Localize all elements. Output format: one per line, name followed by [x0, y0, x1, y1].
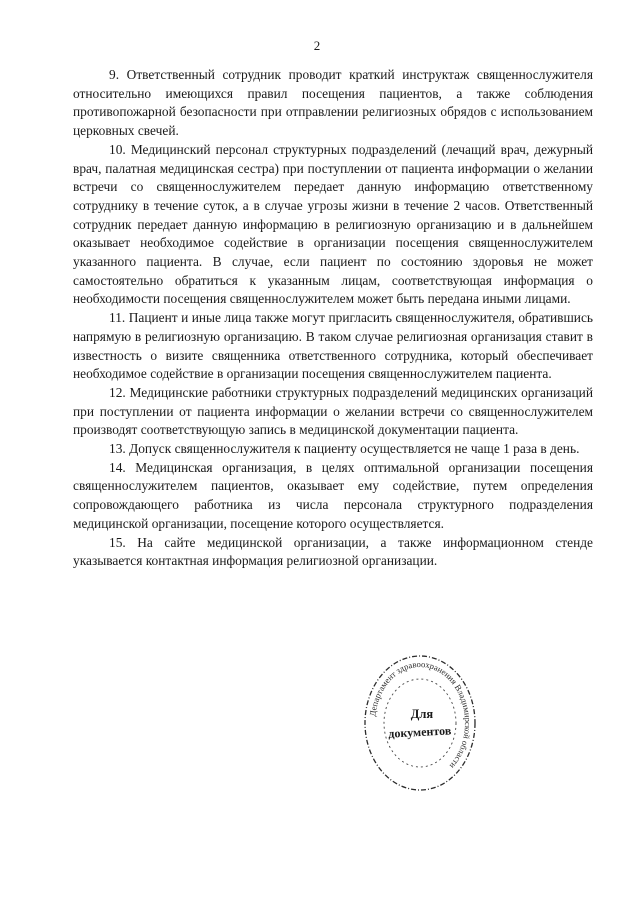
paragraph-12: 12. Медицинские работники структурных подразделений медицинских организаций при поступлении от пациента информации о желании встречи со священнослужителем производят соответствующую запись в медицинской документации пациента. [73, 384, 593, 438]
stamp-graphic [362, 652, 478, 794]
stamp-outer-ring [365, 656, 475, 790]
paragraph-14: 14. Медицинская организация, в целях оптимальной организации посещения священнослужителем пациентов, оказывает ему содействие, путем определения сопровождающего работника из числа персонала структурного подразделения медицинской организации, посещение которого осуществляется. [73, 459, 593, 531]
paragraph-9: 9. Ответственный сотрудник проводит краткий инструктаж священнослужителя относительно имеющихся правил посещения пациентов, а также соблюдения противопожарной безопасности при отправлении религиозных обрядов с использованием церковных свечей. [73, 67, 593, 139]
paragraph-11: 11. Пациент и иные лица также могут пригласить священнослужителя, обратившись напрямую в религиозную организацию. В таком случае религиозная организация ставит в известность о визите священника ответственного сотрудника, который обеспечивает необходимое содействие в организации посещения священнослужителем пациента. [73, 310, 593, 382]
paragraph-15: 15. На сайте медицинской организации, а также информационном стенде указывается контактная информация религиозной организации. [73, 534, 593, 569]
official-stamp [362, 652, 478, 794]
stamp-ring-textpath: Департамент здравоохранения Владимирской области [367, 658, 474, 771]
paragraph-10: 10. Медицинский персонал структурных подразделений (лечащий врач, дежурный врач, палатная медицинская сестра) при поступлении от пациента информации о желании встречи со священнослужителем передает данную информацию ответственному сотруднику в течение суток, а в случае угрозы жизни в течение 2 часов. Ответственный сотрудник передает данную информацию в религиозную организацию и в дальнейшем оказывает необходимое содействие в организации посещения священнослужителем указанного пациента. В случае, если пациент по состоянию здоровья не может самостоятельно обратиться к указанным лицам, соответствующая информация о необходимости посещения священнослужителем может быть передана иными лицами. [73, 141, 593, 307]
stamp-label-line2: документов [387, 723, 452, 741]
document-body [73, 66, 593, 571]
paragraph-13: 13. Допуск священнослужителя к пациенту осуществляется не чаще 1 раза в день. [109, 441, 580, 457]
page-number: 2 [313, 38, 321, 53]
stamp-label-line1: Для [410, 707, 434, 721]
